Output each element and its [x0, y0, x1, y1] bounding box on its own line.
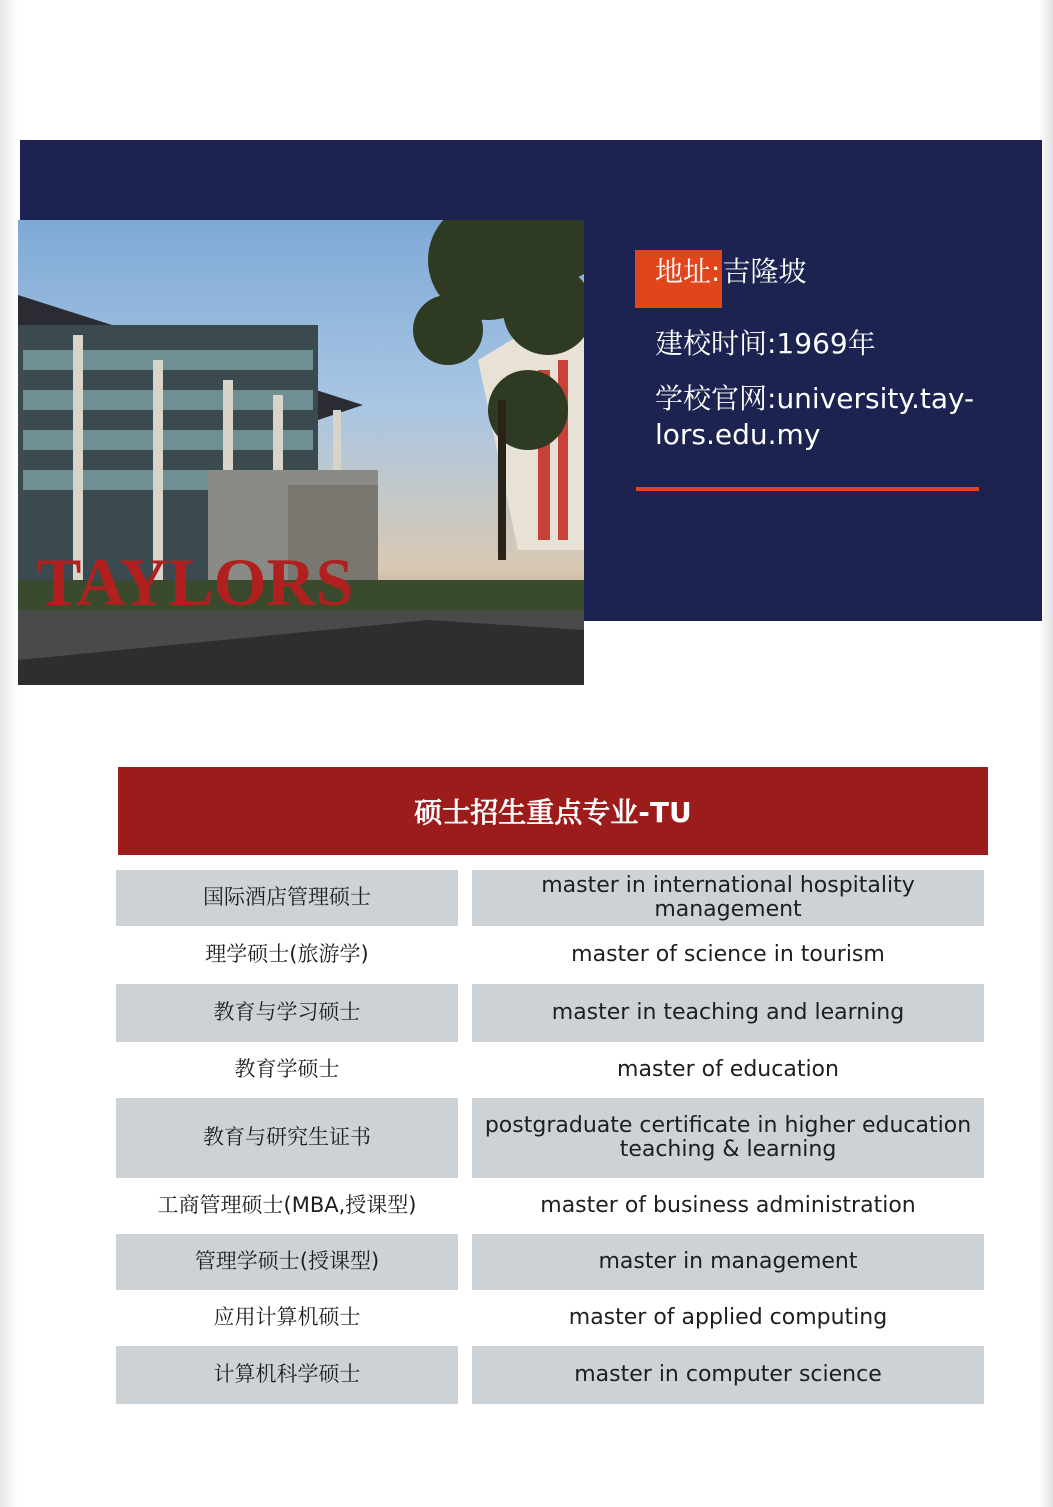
campus-photo [18, 220, 584, 685]
website-label: 学校官网: [655, 381, 777, 415]
program-en: master of applied computing [568, 1304, 888, 1330]
address-label: 地址: [635, 250, 722, 308]
program-en: master in international hospitality management [472, 870, 984, 926]
program-cn: 计算机科学硕士 [116, 1346, 458, 1404]
table-row [116, 1346, 984, 1404]
table-row [116, 1042, 984, 1098]
website-line1: university.tay- [776, 381, 975, 415]
program-en: master of business administration [540, 1192, 916, 1218]
table-row [116, 984, 984, 1042]
program-en: master in management [472, 1234, 984, 1290]
program-cn: 理学硕士(旅游学) [205, 942, 369, 967]
taylors-sign-text: TAYLORS [36, 544, 354, 620]
address-value: 吉隆坡 [722, 255, 807, 288]
program-cn: 应用计算机硕士 [213, 1305, 361, 1330]
table-row [116, 1098, 984, 1178]
school-info [655, 250, 1015, 472]
program-cn: 教育学硕士 [234, 1057, 340, 1082]
table-title: 硕士招生重点专业-TU [118, 767, 988, 855]
accent-divider [636, 487, 979, 491]
website-row [655, 381, 1015, 454]
website-line2: lors.edu.my [655, 418, 821, 452]
table-row [116, 870, 984, 926]
program-cn: 教育与学习硕士 [116, 984, 458, 1042]
founded-row: 建校时间:1969年 [655, 327, 876, 361]
table-row [116, 1178, 984, 1234]
program-en: master of education [617, 1056, 839, 1082]
program-en: master in teaching and learning [472, 984, 984, 1042]
program-table [116, 870, 984, 1404]
program-cn: 管理学硕士(授课型) [116, 1234, 458, 1290]
table-row [116, 926, 984, 984]
program-cn: 教育与研究生证书 [116, 1098, 458, 1178]
program-cn: 国际酒店管理硕士 [116, 870, 458, 926]
address-row [655, 250, 1015, 308]
program-en: master of science in tourism [571, 941, 885, 967]
program-cn: 工商管理硕士(MBA,授课型) [157, 1193, 417, 1218]
program-en: master in computer science [472, 1346, 984, 1404]
table-row [116, 1290, 984, 1346]
table-row [116, 1234, 984, 1290]
program-en: postgraduate certificate in higher education teaching & learning [472, 1098, 984, 1178]
campus-photo-drawing [18, 220, 584, 685]
page-edge-left [0, 0, 18, 1507]
